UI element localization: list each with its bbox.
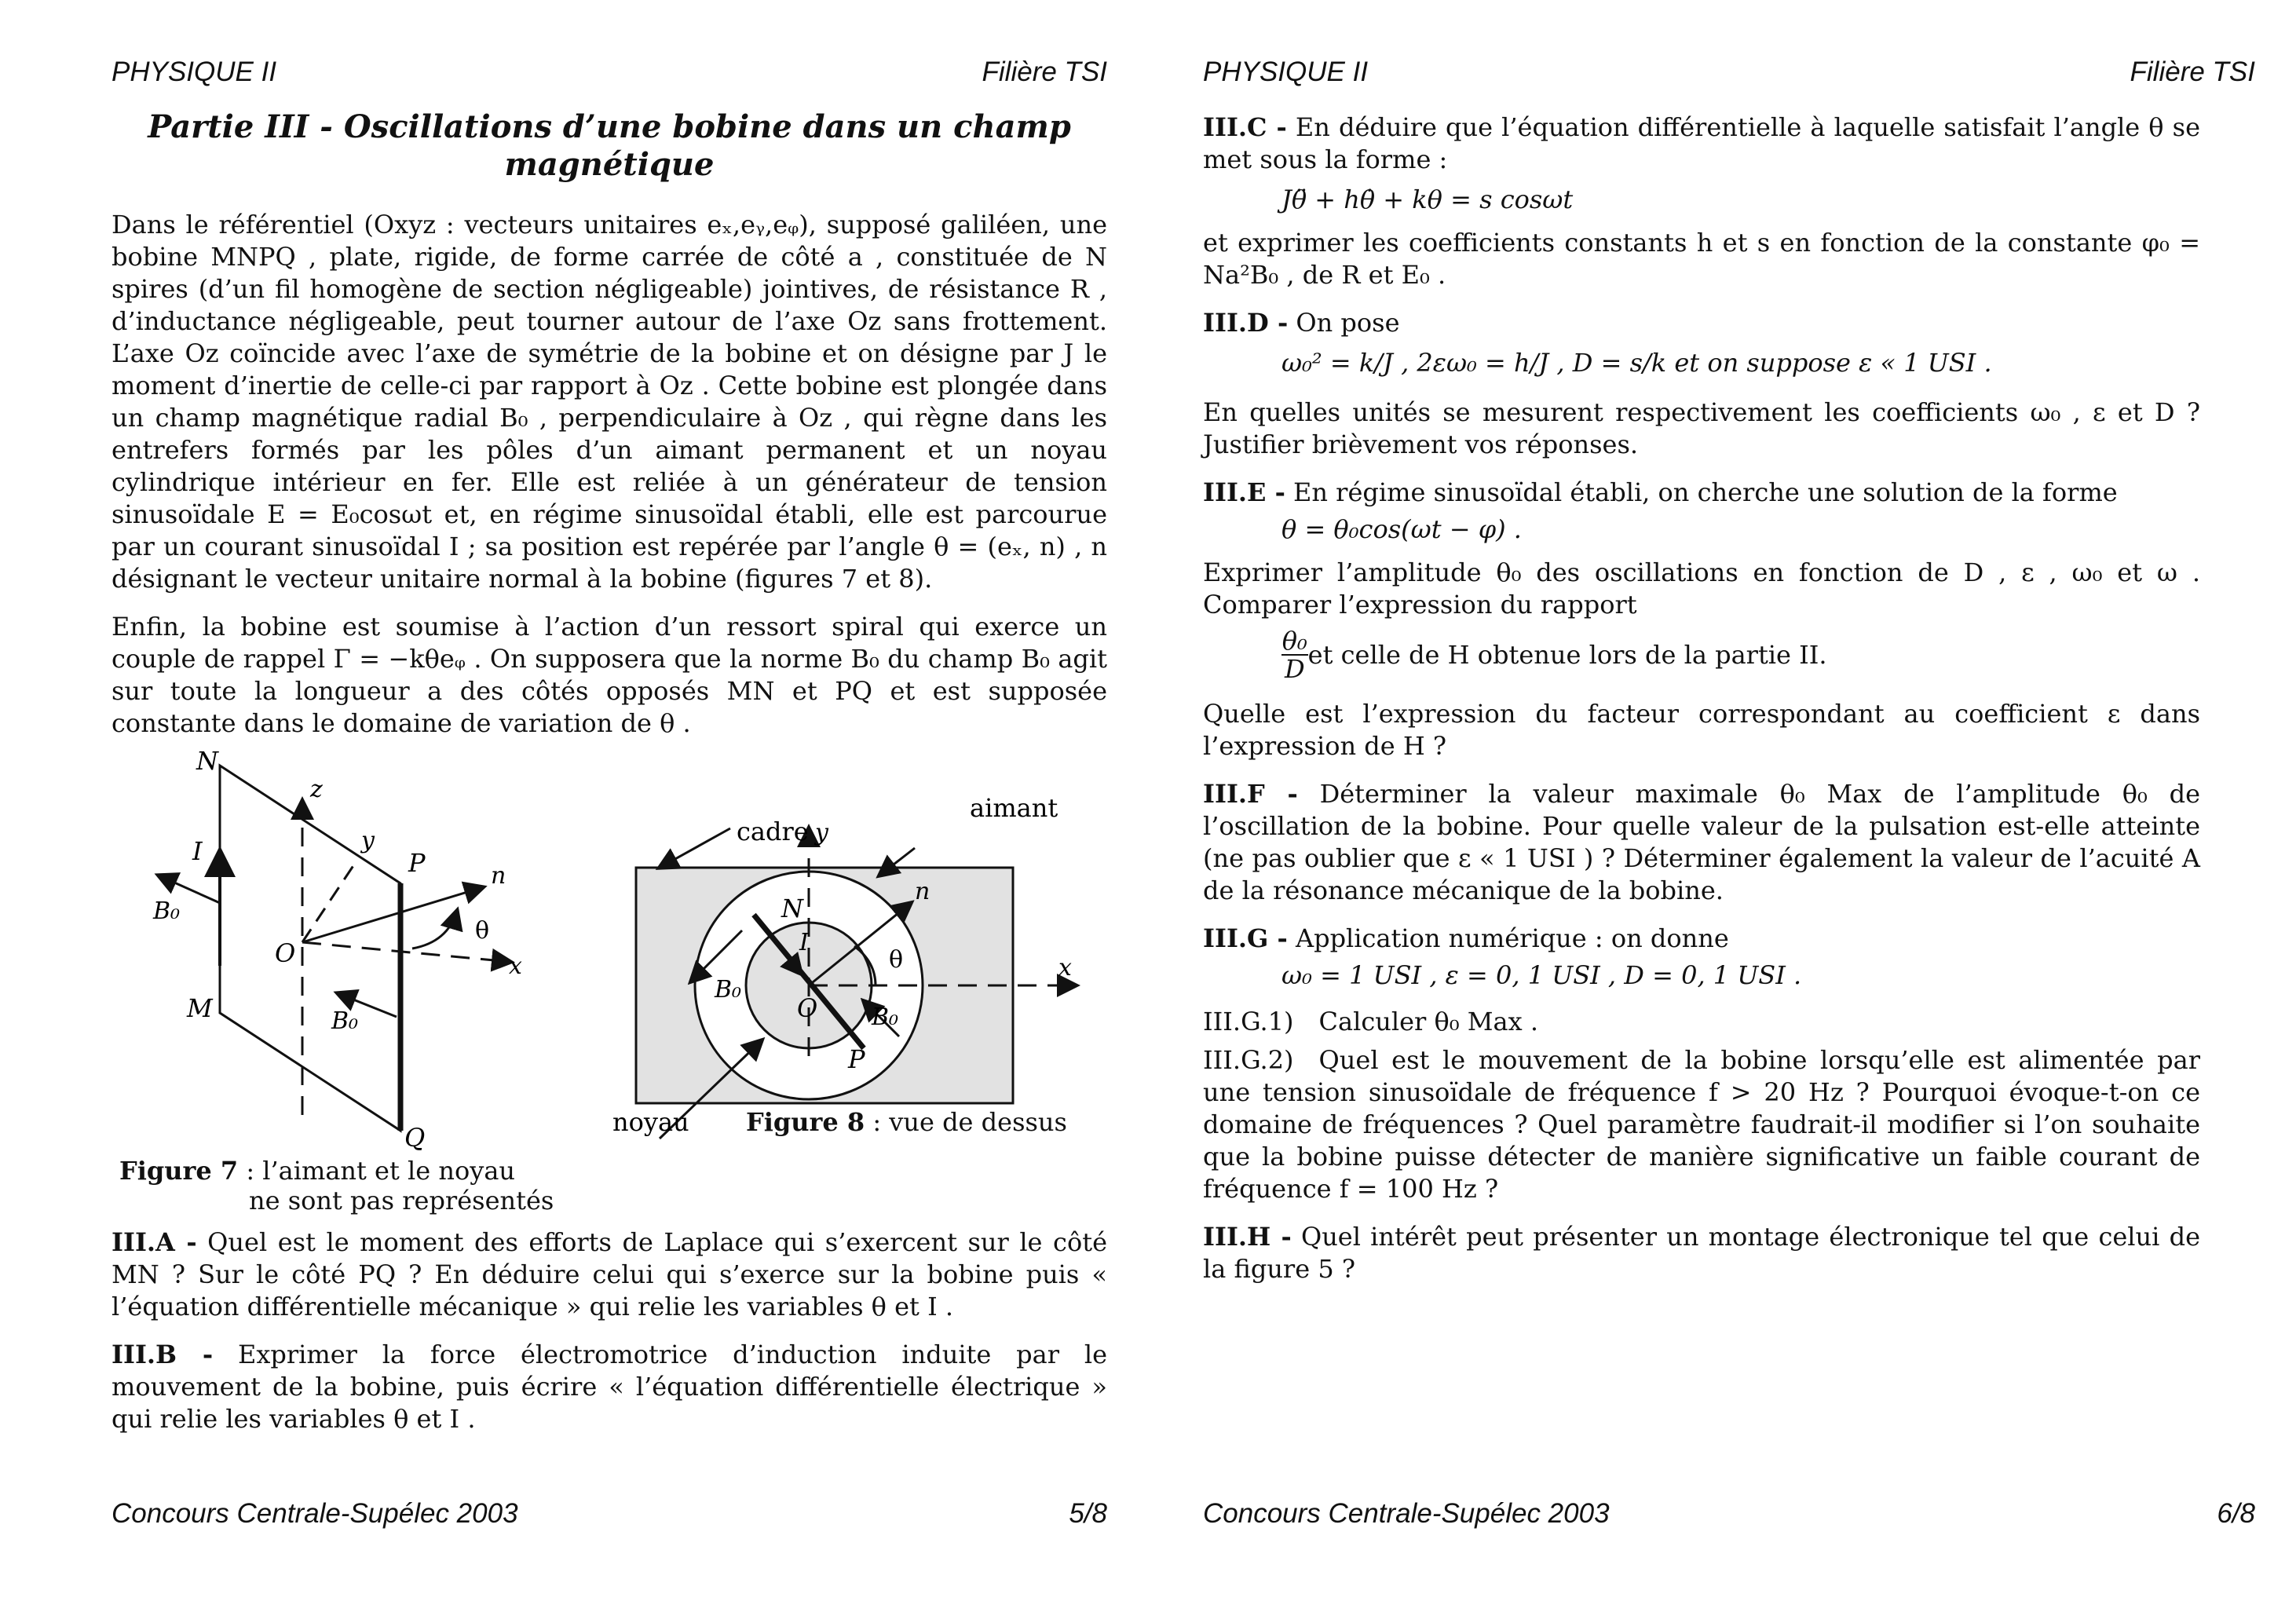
label-y: y (361, 827, 375, 854)
ratio-denominator: D (1281, 654, 1308, 682)
figure-7-caption (119, 1156, 554, 1215)
label-theta: θ (889, 946, 904, 974)
intro-paragraph-2: Enfin, la bobine est soumise à l’action d’un ressort spiral qui exerce un couple de rappel Γ = −kθeᵩ . On supposera que la norme B₀ du champ B₀ agit sur toute la longueur a des côtés opposés MN et PQ et est supposée constante dans le domaine de variation de θ . (112, 612, 1107, 738)
label-x: x (1058, 954, 1072, 981)
question-e (1203, 477, 2200, 509)
question-c (1203, 111, 2200, 176)
intro-text (112, 209, 1107, 755)
question-h-text: Quel intérêt peut présenter un montage électronique tel que celui de la figure 5 ? (1203, 1222, 2201, 1284)
label-I: I (799, 929, 809, 956)
label-n: n (491, 862, 506, 890)
question-f-text: Déterminer la valeur maximale θ₀ Max de l’amplitude θ₀ de l’oscillation de la bobine. Pour quelle valeur de la pulsation est-elle atteinte (ne pas oublier que ε « 1 USI ) ? Déterminer également la valeur de l’acuité A de la résonance mécanique de la bobine. (1203, 779, 2201, 905)
label-O: O (275, 938, 296, 968)
question-a-label: III.A - (112, 1227, 197, 1257)
label-O: O (797, 993, 818, 1023)
label-aimant: aimant (970, 793, 1058, 823)
label-n: n (915, 878, 930, 905)
label-P: P (408, 848, 426, 878)
label-y: y (815, 819, 828, 846)
label-N: N (781, 894, 803, 923)
question-b (112, 1339, 1107, 1435)
question-g (1203, 923, 2200, 955)
question-d (1203, 307, 2200, 339)
figure-7-caption-bold: Figure 7 (119, 1156, 239, 1186)
label-B0-left: B₀ (715, 976, 742, 1003)
question-g-equation: ω₀ = 1 USI , ε = 0, 1 USI , D = 0, 1 USI . (1281, 960, 1802, 990)
question-c-label: III.C - (1203, 112, 1287, 142)
header-left: PHYSIQUE II (1203, 57, 1369, 87)
figure-7 (118, 746, 558, 1154)
question-c-text: En déduire que l’équation différentielle à laquelle satisfait l’angle θ se met sous la forme : (1203, 112, 2201, 174)
question-d-text2: En quelles unités se mesurent respectivement les coefficients ω₀ , ε et D ? Justifier brièvement vos réponses. (1203, 397, 2200, 459)
question-d-text: On pose (1288, 308, 1400, 338)
question-g1: III.G.1) Calculer θ₀ Max . (1203, 1007, 1538, 1036)
header-right: Filière TSI (982, 57, 1107, 87)
question-g-text: Application numérique : on donne (1287, 923, 1729, 953)
label-M: M (187, 993, 213, 1023)
label-theta: θ (475, 917, 490, 945)
footer-page-number: 5/8 (1069, 1498, 1107, 1529)
figure-7-caption-line1: : l’aimant et le noyau (238, 1156, 515, 1186)
label-I: I (192, 836, 203, 866)
question-g2: III.G.2) Quel est le mouvement de la bobine lorsqu’elle est alimentée par une tension sinusoïdale de fréquence f > 20 Hz ? Pourquoi évoque-t-on ce domaine de fréquences ? Quel paramètre faudrait-il modifier si l’on souhaite que la bobine puisse détecter de manière significative un faible courant de fréquence f = 100 Hz ? (1203, 1045, 2200, 1204)
label-x: x (509, 952, 522, 980)
question-c-equation: Jθ̈ + hθ̇ + kθ = s cosωt (1281, 185, 1574, 214)
label-B0-right: B₀ (872, 1003, 899, 1031)
section-title (112, 108, 1107, 184)
questions-ab (112, 1226, 1107, 1451)
question-b-label: III.B - (112, 1340, 214, 1369)
ratio-fraction (1281, 627, 1308, 682)
footer-page-number: 6/8 (2217, 1498, 2255, 1529)
question-f-label: III.F - (1203, 779, 1298, 809)
label-noyau: noyau (612, 1107, 689, 1137)
label-B0-left: B₀ (153, 897, 181, 925)
label-B0-mid: B₀ (331, 1007, 359, 1035)
aimant-pointer-left (660, 828, 730, 868)
questions-c-h (1203, 111, 2200, 1301)
question-a (112, 1226, 1107, 1323)
question-f (1203, 778, 2200, 907)
footer-left: Concours Centrale-Supélec 2003 (112, 1498, 518, 1529)
question-b-text: Exprimer la force électromotrice d’induction induite par le mouvement de la bobine, puis écrire « l’équation différentielle électrique » qui relie les variables θ et I . (112, 1340, 1108, 1434)
question-g-label: III.G - (1203, 923, 1288, 953)
section-title-line1: Partie III - Oscillations d’une bobine dans un champ (148, 108, 1071, 145)
header-left: PHYSIQUE II (112, 57, 277, 87)
question-h (1203, 1221, 2200, 1285)
question-h-label: III.H - (1203, 1222, 1292, 1252)
header-right: Filière TSI (2130, 57, 2255, 87)
question-e-text2: Exprimer l’amplitude θ₀ des oscillations en fonction de D , ε , ω₀ et ω . Comparer l’expression du rapport (1203, 557, 2201, 620)
intro-paragraph-1: Dans le référentiel (Oxyz : vecteurs unitaires eₓ,eᵧ,eᵩ), supposé galiléen, une bobine MNPQ , plate, rigide, de forme carrée de côté a , constituée de N spires (d’un fil homogène de section négligeable) jointives, de résistance R , d’inductance négligeable, peut tourner autour de l’axe Oz sans frottement. L’axe Oz coïncide avec l’axe de symétrie de la bobine et on désigne par J le moment d’inertie de celle-ci par rapport à Oz . Cette bobine est plongée dans un champ magnétique radial B₀ , perpendiculaire à Oz , qui règne dans les entrefers formés par les pôles d’un aimant permanent et un noyau cylindrique intérieur en fer. Elle est reliée à un générateur de tension sinusoïdale E = E₀cosωt et, en régime sinusoïdal établi, elle est parcourue par un courant sinusoïdal I ; sa position est repérée par l’angle θ = (eₓ, n) , n désignant le vecteur unitaire normal à la bobine (figures 7 et 8). (112, 210, 1107, 594)
question-e-equation: θ = θ₀cos(ωt − φ) . (1281, 514, 1522, 544)
figure-8-caption (746, 1107, 1067, 1137)
label-Q: Q (404, 1123, 426, 1153)
footer-left: Concours Centrale-Supélec 2003 (1203, 1498, 1610, 1529)
label-cadre: cadre (737, 817, 809, 846)
question-d-equation: ω₀² = k/J , 2εω₀ = h/J , D = s/k et on suppose ε « 1 USI . (1281, 348, 1992, 378)
figure-8 (605, 793, 1091, 1154)
question-e-text: En régime sinusoïdal établi, on cherche une solution de la forme (1285, 477, 2118, 507)
ratio-line (1281, 627, 2200, 682)
question-e-label: III.E - (1203, 477, 1285, 507)
label-N: N (196, 746, 218, 776)
x-axis (302, 942, 510, 962)
question-c-text2: et exprimer les coefficients constants h et s en fonction de la constante φ₀ = Na²B₀ , de R et E₀ . (1203, 228, 2200, 290)
label-P: P (848, 1044, 865, 1074)
figure-7-caption-line2: ne sont pas représentés (249, 1186, 554, 1215)
figure-8-caption-rest: : vue de dessus (865, 1107, 1067, 1137)
section-title-line2: magnétique (504, 146, 715, 183)
ratio-numerator: θ₀ (1281, 626, 1307, 656)
label-z: z (310, 776, 323, 803)
question-a-text: Quel est le moment des efforts de Laplace qui s’exercent sur le côté MN ? Sur le côté PQ ? En déduire celui qui s’exerce sur la bobine puis « l’équation différentielle mécanique » qui relie les variables θ et I . (112, 1227, 1108, 1321)
question-d-label: III.D - (1203, 308, 1289, 338)
ratio-text: et celle de H obtenue lors de la partie II. (1307, 639, 1827, 670)
question-e-text4: Quelle est l’expression du facteur correspondant au coefficient ε dans l’expression de H ? (1203, 699, 2200, 761)
page-6 (1148, 0, 2296, 1623)
figure-8-caption-bold: Figure 8 (746, 1107, 865, 1137)
y-axis (302, 860, 357, 942)
theta-arc (412, 911, 457, 949)
